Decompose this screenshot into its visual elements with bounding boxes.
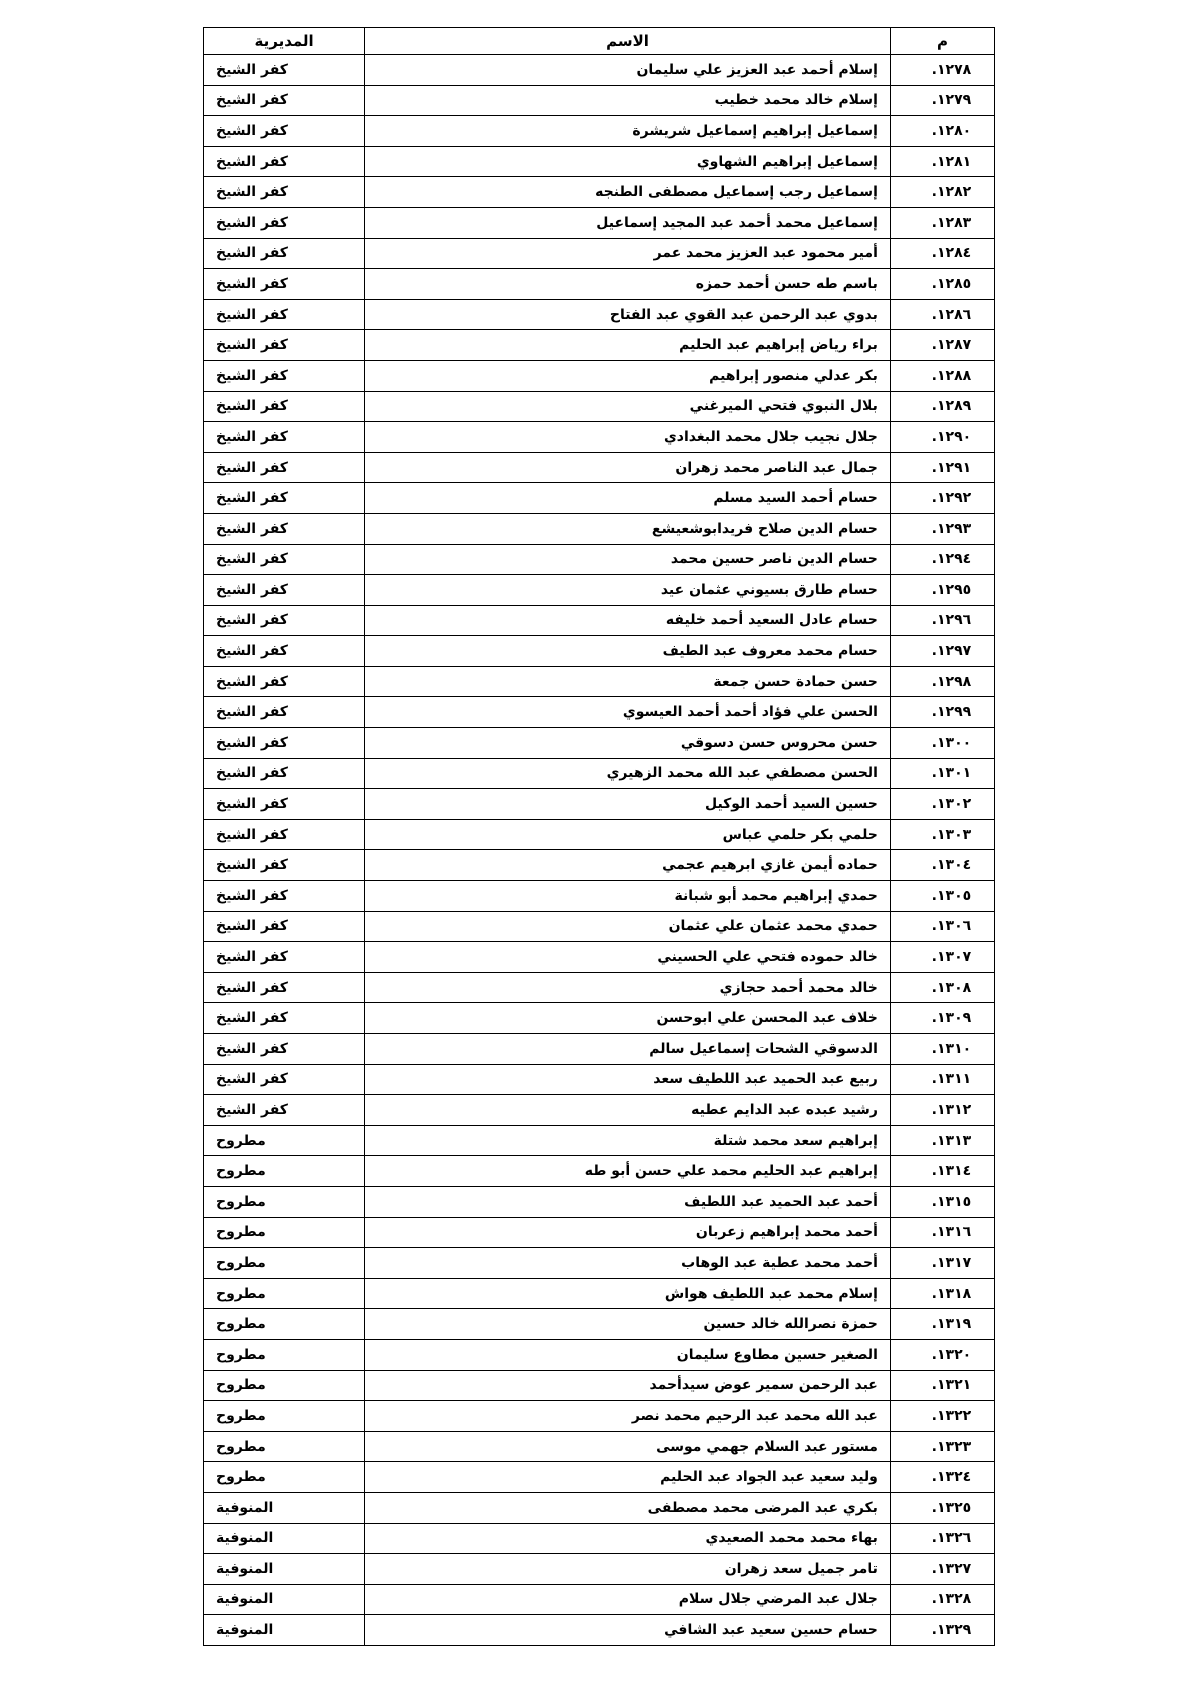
row-governorate: كفر الشيخ — [204, 422, 365, 453]
table-row — [204, 575, 995, 606]
table-row — [204, 177, 995, 208]
table-row — [204, 85, 995, 116]
row-name: خالد حموده فتحي علي الحسيني — [365, 942, 891, 973]
row-name: إسماعيل رجب إسماعيل مصطفى الطنجه — [365, 177, 891, 208]
row-governorate: كفر الشيخ — [204, 452, 365, 483]
row-governorate: المنوفية — [204, 1554, 365, 1585]
row-governorate: مطروح — [204, 1186, 365, 1217]
table-row — [204, 636, 995, 667]
row-governorate: كفر الشيخ — [204, 636, 365, 667]
row-name: حسام عادل السعيد أحمد خليفه — [365, 605, 891, 636]
table-row — [204, 1370, 995, 1401]
row-name: الحسن مصطفي عبد الله محمد الزهيري — [365, 758, 891, 789]
row-governorate: مطروح — [204, 1462, 365, 1493]
table-row — [204, 1095, 995, 1126]
row-governorate: مطروح — [204, 1125, 365, 1156]
row-name: بكر عدلي منصور إبراهيم — [365, 360, 891, 391]
row-number: ١٣٠٧. — [890, 942, 994, 973]
row-governorate: كفر الشيخ — [204, 728, 365, 759]
row-number: ١٢٧٨. — [890, 55, 994, 86]
table-row — [204, 942, 995, 973]
table-body — [204, 55, 995, 1646]
table-row — [204, 116, 995, 147]
row-governorate: مطروح — [204, 1401, 365, 1432]
row-governorate: كفر الشيخ — [204, 238, 365, 269]
table-header — [204, 28, 995, 55]
table-row — [204, 269, 995, 300]
row-governorate: كفر الشيخ — [204, 972, 365, 1003]
row-number: ١٢٩٣. — [890, 513, 994, 544]
row-name: الدسوقي الشحات إسماعيل سالم — [365, 1034, 891, 1065]
header-number: م — [890, 28, 994, 55]
row-governorate: كفر الشيخ — [204, 55, 365, 86]
row-name: أمير محمود عبد العزيز محمد عمر — [365, 238, 891, 269]
row-number: ١٣٠٠. — [890, 728, 994, 759]
row-name: إسلام خالد محمد خطيب — [365, 85, 891, 116]
row-governorate: كفر الشيخ — [204, 1095, 365, 1126]
row-number: ١٣٢٩. — [890, 1615, 994, 1646]
row-governorate: المنوفية — [204, 1492, 365, 1523]
row-number: ١٢٨٩. — [890, 391, 994, 422]
table-row — [204, 1309, 995, 1340]
row-name: إسلام أحمد عبد العزيز علي سليمان — [365, 55, 891, 86]
row-name: بلال النبوي فتحي الميرغني — [365, 391, 891, 422]
row-number: ١٣٢٣. — [890, 1431, 994, 1462]
row-number: ١٣٢٥. — [890, 1492, 994, 1523]
row-number: ١٢٨٠. — [890, 116, 994, 147]
table-row — [204, 972, 995, 1003]
table-row — [204, 1523, 995, 1554]
row-number: ١٢٧٩. — [890, 85, 994, 116]
row-number: ١٣٠٢. — [890, 789, 994, 820]
table-row — [204, 666, 995, 697]
row-governorate: كفر الشيخ — [204, 666, 365, 697]
row-number: ١٢٩٠. — [890, 422, 994, 453]
row-number: ١٣٠٩. — [890, 1003, 994, 1034]
row-name: عبد الرحمن سمير عوض سيدأحمد — [365, 1370, 891, 1401]
table-row — [204, 1156, 995, 1187]
row-number: ١٣٠٨. — [890, 972, 994, 1003]
row-governorate: كفر الشيخ — [204, 575, 365, 606]
row-governorate: كفر الشيخ — [204, 942, 365, 973]
row-name: إسلام محمد عبد اللطيف هواش — [365, 1278, 891, 1309]
row-name: إبراهيم عبد الحليم محمد علي حسن أبو طه — [365, 1156, 891, 1187]
row-number: ١٣٢٦. — [890, 1523, 994, 1554]
row-governorate: كفر الشيخ — [204, 605, 365, 636]
table-row — [204, 1492, 995, 1523]
table-row — [204, 238, 995, 269]
names-table — [203, 27, 995, 1646]
table-row — [204, 1401, 995, 1432]
header-governorate: المديرية — [204, 28, 365, 55]
table-row — [204, 758, 995, 789]
row-name: رشيد عبده عبد الدايم عطيه — [365, 1095, 891, 1126]
row-governorate: كفر الشيخ — [204, 116, 365, 147]
row-number: ١٢٨٤. — [890, 238, 994, 269]
row-name: أحمد عبد الحميد عبد اللطيف — [365, 1186, 891, 1217]
row-name: باسم طه حسن أحمد حمزه — [365, 269, 891, 300]
row-number: ١٢٨٨. — [890, 360, 994, 391]
header-name: الاسم — [365, 28, 891, 55]
row-name: حمزة نصرالله خالد حسين — [365, 1309, 891, 1340]
row-governorate: المنوفية — [204, 1584, 365, 1615]
table-row — [204, 728, 995, 759]
table-row — [204, 911, 995, 942]
row-governorate: كفر الشيخ — [204, 391, 365, 422]
row-name: جمال عبد الناصر محمد زهران — [365, 452, 891, 483]
row-governorate: مطروح — [204, 1217, 365, 1248]
row-number: ١٣١٨. — [890, 1278, 994, 1309]
row-name: إسماعيل إبراهيم الشهاوي — [365, 146, 891, 177]
row-number: ١٢٩٧. — [890, 636, 994, 667]
row-number: ١٣٠٦. — [890, 911, 994, 942]
table-row — [204, 452, 995, 483]
row-name: إسماعيل إبراهيم إسماعيل شريشرة — [365, 116, 891, 147]
table-row — [204, 1064, 995, 1095]
row-governorate: كفر الشيخ — [204, 360, 365, 391]
row-governorate: كفر الشيخ — [204, 85, 365, 116]
table-row — [204, 1217, 995, 1248]
row-number: ١٢٩٥. — [890, 575, 994, 606]
row-name: حسام حسين سعيد عبد الشافي — [365, 1615, 891, 1646]
table-row — [204, 881, 995, 912]
row-name: حلمي بكر حلمي عباس — [365, 819, 891, 850]
row-governorate: كفر الشيخ — [204, 697, 365, 728]
row-name: أحمد محمد إبراهيم زعربان — [365, 1217, 891, 1248]
row-name: أحمد محمد عطية عبد الوهاب — [365, 1248, 891, 1279]
row-number: ١٢٩١. — [890, 452, 994, 483]
row-governorate: كفر الشيخ — [204, 177, 365, 208]
row-name: بهاء محمد محمد الصعيدي — [365, 1523, 891, 1554]
row-number: ١٢٩٩. — [890, 697, 994, 728]
row-number: ١٣١٤. — [890, 1156, 994, 1187]
row-governorate: كفر الشيخ — [204, 483, 365, 514]
table-row — [204, 1125, 995, 1156]
row-governorate: مطروح — [204, 1370, 365, 1401]
row-name: الصغير حسين مطاوع سليمان — [365, 1339, 891, 1370]
row-governorate: كفر الشيخ — [204, 146, 365, 177]
row-governorate: كفر الشيخ — [204, 269, 365, 300]
table-row — [204, 1034, 995, 1065]
row-governorate: مطروح — [204, 1431, 365, 1462]
row-number: ١٣٠٤. — [890, 850, 994, 881]
table-row — [204, 360, 995, 391]
row-governorate: كفر الشيخ — [204, 881, 365, 912]
row-name: حسام أحمد السيد مسلم — [365, 483, 891, 514]
row-name: ربيع عبد الحميد عبد اللطيف سعد — [365, 1064, 891, 1095]
row-number: ١٣١٧. — [890, 1248, 994, 1279]
row-name: خلاف عبد المحسن علي ابوحسن — [365, 1003, 891, 1034]
row-governorate: كفر الشيخ — [204, 330, 365, 361]
row-governorate: كفر الشيخ — [204, 850, 365, 881]
table-row — [204, 513, 995, 544]
row-governorate: المنوفية — [204, 1523, 365, 1554]
table-row — [204, 55, 995, 86]
table-row — [204, 605, 995, 636]
row-number: ١٢٩٦. — [890, 605, 994, 636]
table-row — [204, 1615, 995, 1646]
row-name: وليد سعيد عبد الجواد عبد الحليم — [365, 1462, 891, 1493]
row-number: ١٣٢٢. — [890, 1401, 994, 1432]
row-governorate: كفر الشيخ — [204, 544, 365, 575]
row-governorate: كفر الشيخ — [204, 299, 365, 330]
row-name: بكري عبد المرضى محمد مصطفى — [365, 1492, 891, 1523]
table-row — [204, 1584, 995, 1615]
table-row — [204, 1248, 995, 1279]
row-number: ١٣١٩. — [890, 1309, 994, 1340]
row-name: براء رياض إبراهيم عبد الحليم — [365, 330, 891, 361]
row-governorate: مطروح — [204, 1339, 365, 1370]
row-number: ١٣٢٨. — [890, 1584, 994, 1615]
row-governorate: كفر الشيخ — [204, 789, 365, 820]
table-row — [204, 1431, 995, 1462]
row-name: حسام الدين صلاح فريدابوشعيشع — [365, 513, 891, 544]
row-name: إسماعيل محمد أحمد عبد المجيد إسماعيل — [365, 207, 891, 238]
table-row — [204, 1554, 995, 1585]
row-governorate: كفر الشيخ — [204, 207, 365, 238]
row-governorate: كفر الشيخ — [204, 1064, 365, 1095]
row-number: ١٣١٦. — [890, 1217, 994, 1248]
table-row — [204, 391, 995, 422]
table-row — [204, 789, 995, 820]
table-row — [204, 544, 995, 575]
row-governorate: مطروح — [204, 1278, 365, 1309]
row-name: حسام محمد معروف عبد الطيف — [365, 636, 891, 667]
row-number: ١٣٢١. — [890, 1370, 994, 1401]
row-governorate: كفر الشيخ — [204, 1003, 365, 1034]
table-row — [204, 330, 995, 361]
row-governorate: كفر الشيخ — [204, 758, 365, 789]
row-number: ١٣٢٠. — [890, 1339, 994, 1370]
row-number: ١٢٩٤. — [890, 544, 994, 575]
row-number: ١٢٩٨. — [890, 666, 994, 697]
row-number: ١٣٢٧. — [890, 1554, 994, 1585]
row-number: ١٣١١. — [890, 1064, 994, 1095]
row-number: ١٢٨٣. — [890, 207, 994, 238]
row-name: حمدي إبراهيم محمد أبو شبانة — [365, 881, 891, 912]
row-number: ١٣١٠. — [890, 1034, 994, 1065]
table-row — [204, 1278, 995, 1309]
table-row — [204, 207, 995, 238]
row-name: خالد محمد أحمد حجازي — [365, 972, 891, 1003]
row-name: حسن محروس حسن دسوقي — [365, 728, 891, 759]
row-name: عبد الله محمد عبد الرحيم محمد نصر — [365, 1401, 891, 1432]
row-number: ١٢٨٦. — [890, 299, 994, 330]
row-number: ١٢٨٢. — [890, 177, 994, 208]
row-number: ١٢٩٢. — [890, 483, 994, 514]
row-name: حسين السيد أحمد الوكيل — [365, 789, 891, 820]
row-name: مستور عبد السلام جهمي موسى — [365, 1431, 891, 1462]
row-governorate: المنوفية — [204, 1615, 365, 1646]
row-number: ١٣١٢. — [890, 1095, 994, 1126]
row-governorate: مطروح — [204, 1309, 365, 1340]
row-name: تامر جميل سعد زهران — [365, 1554, 891, 1585]
table-row — [204, 850, 995, 881]
table-row — [204, 819, 995, 850]
row-name: إبراهيم سعد محمد شتلة — [365, 1125, 891, 1156]
row-number: ١٢٨١. — [890, 146, 994, 177]
row-number: ١٣٠٥. — [890, 881, 994, 912]
row-number: ١٣٠٣. — [890, 819, 994, 850]
row-number: ١٣١٥. — [890, 1186, 994, 1217]
row-governorate: كفر الشيخ — [204, 1034, 365, 1065]
row-number: ١٣٢٤. — [890, 1462, 994, 1493]
row-number: ١٢٨٥. — [890, 269, 994, 300]
table-row — [204, 1339, 995, 1370]
header-row — [204, 28, 995, 55]
row-name: حسام طارق بسيوني عثمان عيد — [365, 575, 891, 606]
table-row — [204, 299, 995, 330]
row-number: ١٢٨٧. — [890, 330, 994, 361]
row-governorate: مطروح — [204, 1248, 365, 1279]
row-governorate: كفر الشيخ — [204, 911, 365, 942]
row-governorate: مطروح — [204, 1156, 365, 1187]
row-name: حسام الدين ناصر حسين محمد — [365, 544, 891, 575]
table-row — [204, 422, 995, 453]
row-name: بدوي عبد الرحمن عبد القوي عبد الفتاح — [365, 299, 891, 330]
row-name: حماده أيمن غازي ابرهيم عجمي — [365, 850, 891, 881]
table-row — [204, 146, 995, 177]
row-governorate: كفر الشيخ — [204, 513, 365, 544]
row-name: جلال نجيب جلال محمد البغدادي — [365, 422, 891, 453]
row-name: الحسن علي فؤاد أحمد أحمد العيسوي — [365, 697, 891, 728]
table-row — [204, 697, 995, 728]
row-number: ١٣٠١. — [890, 758, 994, 789]
row-name: حسن حمادة حسن جمعة — [365, 666, 891, 697]
table-row — [204, 1003, 995, 1034]
row-governorate: كفر الشيخ — [204, 819, 365, 850]
table-row — [204, 483, 995, 514]
row-number: ١٣١٣. — [890, 1125, 994, 1156]
table-row — [204, 1462, 995, 1493]
row-name: حمدي محمد عثمان علي عثمان — [365, 911, 891, 942]
table-row — [204, 1186, 995, 1217]
row-name: جلال عبد المرضي جلال سلام — [365, 1584, 891, 1615]
